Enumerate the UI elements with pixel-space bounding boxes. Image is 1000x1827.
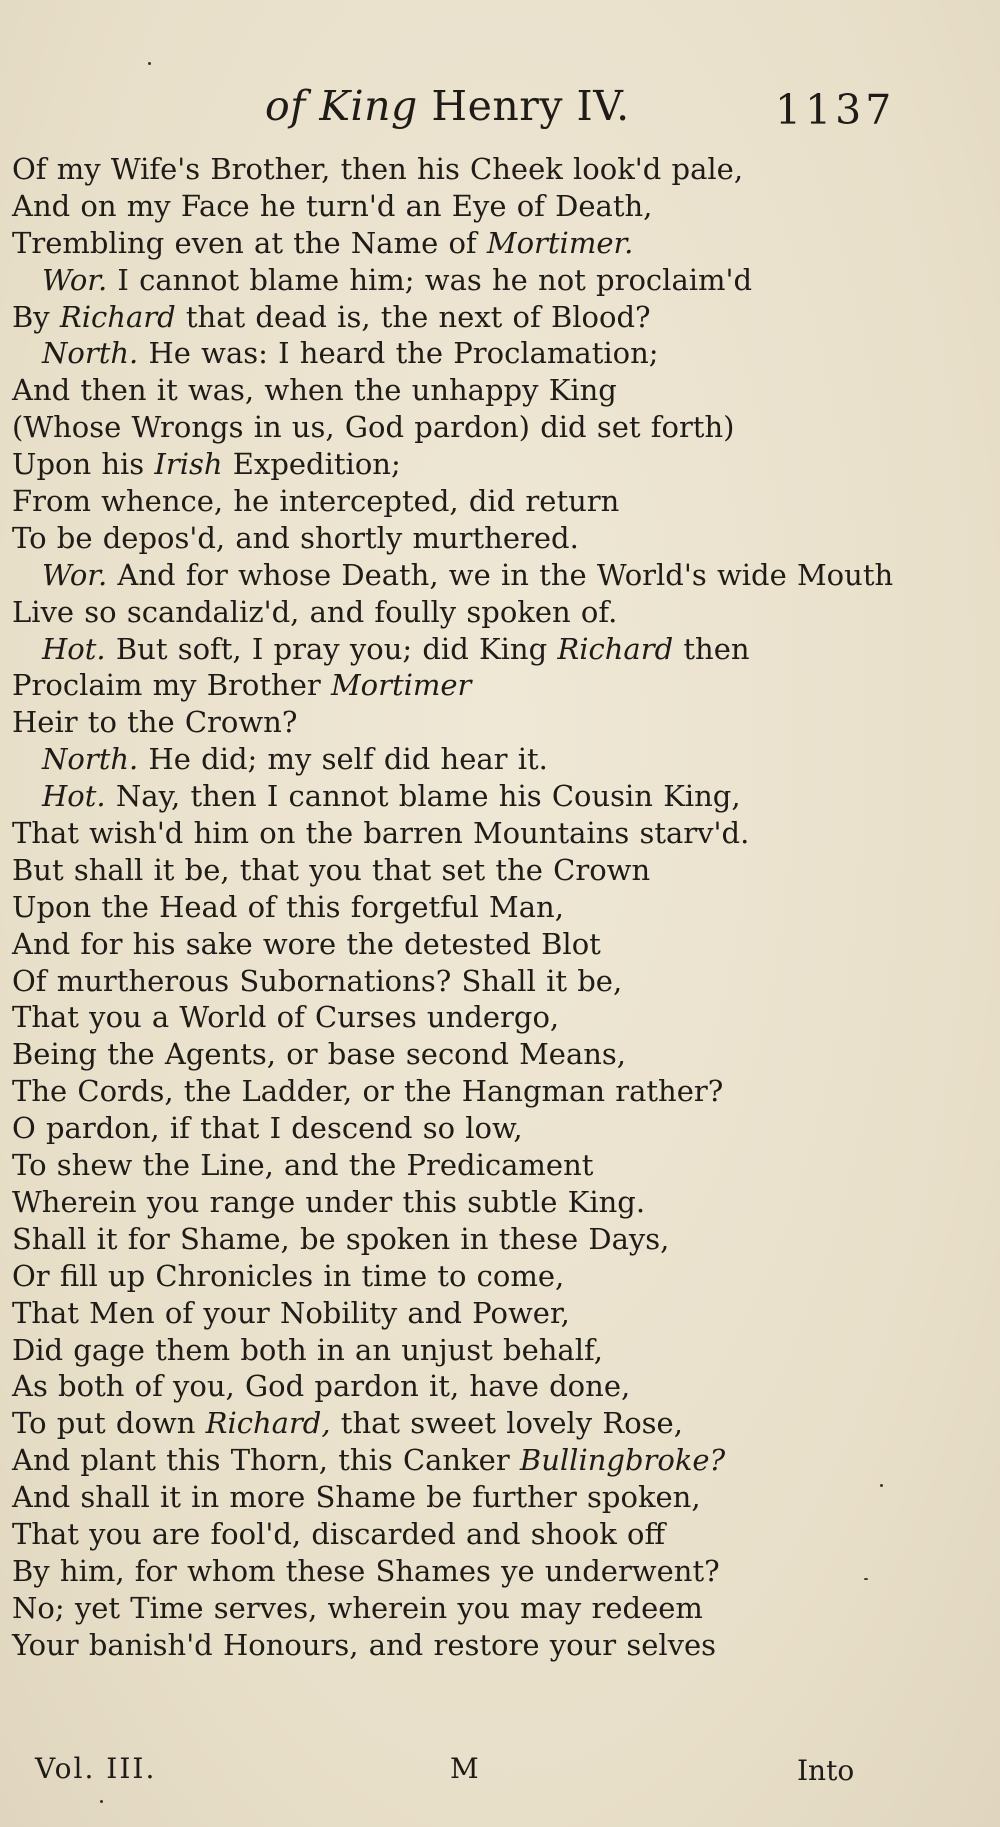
- page-footer: [0, 1752, 1000, 1792]
- text-line: [12, 1368, 992, 1405]
- line-text: Trembling even at the Name of: [12, 225, 487, 260]
- line-text: that dead is, the next of Blood?: [175, 299, 651, 334]
- line-text: Heir to the Crown?: [12, 705, 298, 740]
- volume-marker: Vol. III.: [35, 1752, 157, 1785]
- text-line: [12, 483, 992, 520]
- line-text: I cannot blame him; was he not proclaim'd: [107, 262, 753, 297]
- text-line: [12, 778, 992, 815]
- line-text: Wherein you range under this subtle King.: [12, 1184, 646, 1219]
- line-text: As both of you, God pardon it, have done,: [12, 1369, 631, 1404]
- line-text: And then it was, when the unhappy King: [12, 373, 617, 408]
- text-line: [12, 1479, 992, 1516]
- line-text: That Men of your Nobility and Power,: [12, 1295, 570, 1330]
- speaker-name: Wor.: [42, 262, 108, 297]
- line-text: Of my Wife's Brother, then his Cheek look'd pale,: [12, 152, 744, 186]
- text-line: [12, 520, 992, 557]
- text-line: [12, 852, 992, 889]
- line-text: To shew the Line, and the Predicament: [12, 1148, 594, 1183]
- line-text: That you a World of Curses undergo,: [12, 1000, 560, 1035]
- text-line: [12, 1036, 992, 1073]
- text-line: [12, 1332, 992, 1369]
- italic-word: Mortimer.: [486, 225, 634, 260]
- line-text: Shall it for Shame, be spoken in these Days,: [12, 1221, 670, 1256]
- italic-word: Mortimer: [330, 668, 472, 703]
- text-line: [12, 594, 992, 631]
- text-line: [12, 335, 992, 372]
- paper-speck: [100, 1800, 103, 1803]
- line-text: Did gage them both in an unjust behalf,: [12, 1332, 603, 1367]
- text-line: [12, 1258, 992, 1295]
- line-text: And plant this Thorn, this Canker: [12, 1443, 520, 1478]
- line-text: He did; my self did hear it.: [138, 742, 548, 777]
- text-line: [12, 1405, 992, 1442]
- page-number: 1137: [775, 86, 896, 134]
- italic-word: Irish: [154, 447, 223, 482]
- line-text: That wish'd him on the barren Mountains starv'd.: [12, 816, 750, 851]
- line-text: The Cords, the Ladder, or the Hangman rather?: [12, 1074, 724, 1109]
- line-text: Nay, then I cannot blame his Cousin King,: [105, 779, 741, 814]
- paper-speck: [880, 1484, 883, 1487]
- line-text: Proclaim my Brother: [12, 668, 331, 703]
- speaker-name: North.: [42, 336, 139, 371]
- speaker-name: Wor.: [42, 557, 108, 592]
- italic-word: Richard: [557, 631, 674, 666]
- line-text: And shall it in more Shame be further spoken,: [12, 1480, 701, 1515]
- text-line: [12, 1295, 992, 1332]
- line-text: Upon his: [12, 447, 155, 482]
- text-line: [12, 1073, 992, 1110]
- text-line: [12, 1627, 992, 1664]
- text-line: [12, 1147, 992, 1184]
- line-text: Upon the Head of this forgetful Man,: [12, 889, 564, 924]
- text-line: [12, 999, 992, 1036]
- page-header: [0, 78, 1000, 138]
- text-line: [12, 262, 992, 299]
- text-line: [12, 889, 992, 926]
- text-line: [12, 815, 992, 852]
- signature-mark: M: [450, 1752, 479, 1785]
- line-text: But shall it be, that you that set the Crown: [12, 852, 651, 887]
- text-line: [12, 667, 992, 704]
- line-text: By: [12, 299, 60, 334]
- line-text: Your banish'd Honours, and restore your selves: [12, 1627, 717, 1662]
- play-text: [12, 151, 992, 1664]
- line-text: No; yet Time serves, wherein you may redeem: [12, 1590, 703, 1625]
- line-text: To put down: [12, 1406, 206, 1441]
- line-text: He was: I heard the Proclamation;: [138, 336, 659, 371]
- line-text: And for his sake wore the detested Blot: [12, 926, 601, 961]
- line-text: (Whose Wrongs in us, God pardon) did set forth): [12, 410, 735, 445]
- line-text: O pardon, if that I descend so low,: [12, 1111, 523, 1146]
- line-text: From whence, he intercepted, did return: [12, 484, 620, 519]
- text-line: [12, 299, 992, 336]
- line-text: By him, for whom these Shames ye underwent?: [12, 1553, 720, 1588]
- line-text: To be depos'd, and shortly murthered.: [12, 520, 579, 555]
- italic-word: Richard,: [205, 1406, 331, 1441]
- text-line: [12, 741, 992, 778]
- catchword: Into: [797, 1754, 855, 1787]
- text-line: [12, 225, 992, 262]
- running-title-roman: Henry IV.: [417, 82, 630, 130]
- text-line: [12, 1184, 992, 1221]
- text-line: [12, 1516, 992, 1553]
- paper-speck: [148, 62, 151, 65]
- paper-speck: [864, 1578, 868, 1580]
- text-line: [12, 372, 992, 409]
- speaker-name: Hot.: [42, 779, 106, 814]
- text-line: [12, 963, 992, 1000]
- line-text: Live so scandaliz'd, and foully spoken of.: [12, 594, 618, 629]
- speaker-name: North.: [42, 742, 139, 777]
- italic-word: Bullingbroke?: [519, 1443, 726, 1478]
- line-text: Or fill up Chronicles in time to come,: [12, 1258, 565, 1293]
- text-line: [12, 188, 992, 225]
- text-line: [12, 557, 992, 594]
- text-line: [12, 151, 992, 188]
- line-text: And for whose Death, we in the World's wide Mouth: [107, 557, 894, 592]
- text-line: [12, 1442, 992, 1479]
- line-text: And on my Face he turn'd an Eye of Death,: [12, 188, 653, 223]
- text-line: [12, 704, 992, 741]
- line-text: But soft, I pray you; did King: [105, 631, 558, 666]
- text-line: [12, 1590, 992, 1627]
- line-text: Being the Agents, or base second Means,: [12, 1037, 627, 1072]
- running-title-italic: of King: [265, 82, 418, 130]
- line-text: Of murtherous Subornations? Shall it be,: [12, 963, 623, 998]
- text-line: [12, 1553, 992, 1590]
- text-line: [12, 631, 992, 668]
- line-text: that sweet lovely Rose,: [330, 1406, 683, 1441]
- line-text: then: [673, 631, 750, 666]
- line-text: Expedition;: [222, 447, 401, 482]
- text-line: [12, 1110, 992, 1147]
- text-line: [12, 926, 992, 963]
- italic-word: Richard: [59, 299, 176, 334]
- text-line: [12, 409, 992, 446]
- text-line: [12, 446, 992, 483]
- speaker-name: Hot.: [42, 631, 106, 666]
- running-title: [265, 82, 630, 130]
- text-line: [12, 1221, 992, 1258]
- line-text: That you are fool'd, discarded and shook off: [12, 1516, 666, 1551]
